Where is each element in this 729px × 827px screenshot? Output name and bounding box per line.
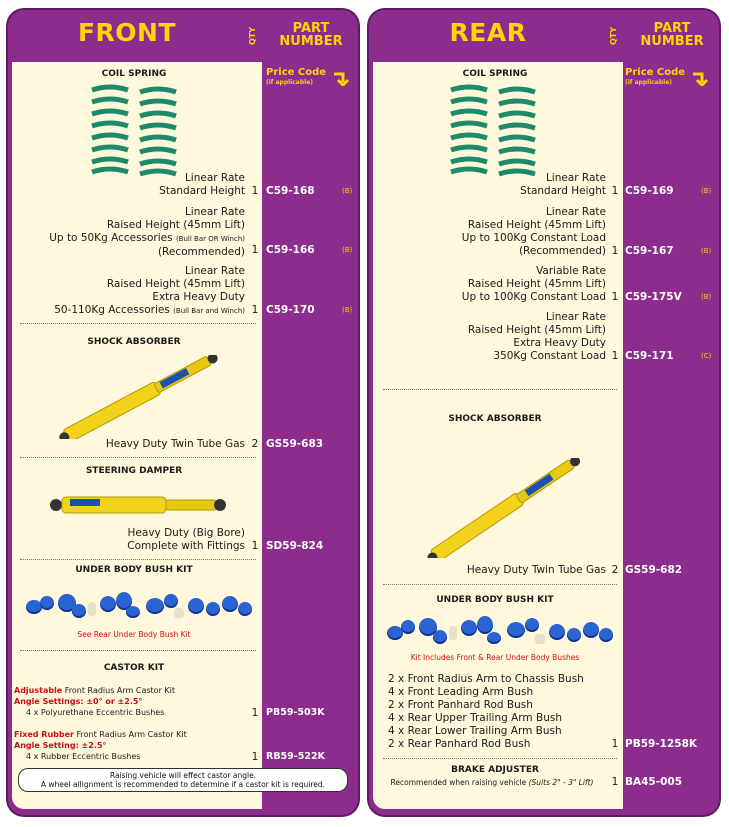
list-item: 4 x Front Leading Arm Bush <box>388 686 534 698</box>
coil-spring-item-2: Linear Rate Raised Height (45mm Lift) Up to 100Kg Constant Load (Recommended) <box>461 206 606 257</box>
shock-absorber-desc: Heavy Duty Twin Tube Gas <box>105 438 245 450</box>
list-item: 2 x Front Panhard Rod Bush <box>388 699 533 711</box>
coil-spring-item-3: Variable Rate Raised Height (45mm Lift) Up to 100Kg Constant Load <box>461 265 606 303</box>
coil-spring-item-3: Linear Rate Raised Height (45mm Lift) Extra Heavy Duty 50-110Kg Accessories (Bull Bar and Winch) <box>54 265 245 316</box>
part-number: PB59-1258K <box>625 738 698 750</box>
price-code: (B) <box>701 293 712 301</box>
brake-adjuster-heading: BRAKE ADJUSTER <box>451 765 539 775</box>
coil-spring-item-4: Linear Rate Raised Height (45mm Lift) Extra Heavy Duty 350Kg Constant Load <box>467 311 606 362</box>
shock-absorber-image <box>46 355 230 439</box>
divider <box>20 559 256 560</box>
bush-kit-heading: UNDER BODY BUSH KIT <box>436 595 554 605</box>
castor-kit-heading: CASTOR KIT <box>103 663 165 673</box>
divider <box>383 584 617 585</box>
list-item: 2 x Front Radius Arm to Chassis Bush <box>388 673 584 685</box>
arrow-down-right-icon <box>332 70 350 86</box>
coil-spring-image <box>447 82 543 178</box>
shock-absorber-image <box>409 458 599 558</box>
divider <box>20 323 256 324</box>
coil-spring-item-1: Linear Rate Standard Height <box>520 172 606 197</box>
price-code: (C) <box>701 352 712 360</box>
coil-spring-item-1: Linear Rate Standard Height <box>159 172 245 197</box>
steering-damper-image <box>48 491 228 519</box>
rear-header <box>369 10 719 62</box>
price-code: (B) <box>342 187 353 195</box>
coil-spring-heading: COIL SPRING <box>462 69 528 79</box>
list-item: 4 x Rear Upper Trailing Arm Bush <box>388 712 562 724</box>
qty-header: QTY <box>248 26 257 46</box>
price-code-label: Price Code (if applicable) <box>625 67 686 86</box>
castor-kit-fixed: Fixed Rubber Front Radius Arm Castor Kit Angle Setting: ±2.5° 4 x Rubber Eccentric Bushes <box>14 730 187 761</box>
list-item: 2 x Rear Panhard Rod Bush <box>388 738 531 750</box>
divider <box>20 650 256 651</box>
part-number: C59-167 <box>625 245 674 257</box>
part-number-header: PART NUMBER <box>279 21 343 49</box>
part-number: C59-166 <box>266 244 315 256</box>
bush-kit-heading: UNDER BODY BUSH KIT <box>75 565 193 575</box>
part-number: C59-175V <box>625 291 682 303</box>
part-number: C59-171 <box>625 350 674 362</box>
steering-damper-heading: STEERING DAMPER <box>85 466 183 476</box>
brake-adjuster-desc: Recommended when raising vehicle (Suits 2" - 3" Lift) <box>390 778 594 787</box>
castor-warning-box: Raising vehicle will effect castor angle. A wheel allignment is recommended to determine if a castor kit is required. <box>18 768 348 792</box>
bush-kit-image <box>26 592 256 626</box>
bush-kit-note: Kit Includes Front & Rear Under Body Bushes <box>410 653 580 662</box>
rear-title: REAR <box>449 18 527 47</box>
front-title: FRONT <box>77 18 177 47</box>
coil-spring-image <box>88 82 184 178</box>
qty-header: QTY <box>609 26 618 46</box>
part-number: C59-168 <box>266 185 315 197</box>
price-code: (B) <box>342 246 353 254</box>
part-number: BA45-005 <box>625 776 683 788</box>
bush-kit-contents <box>388 673 584 751</box>
part-number: GS59-683 <box>266 438 324 450</box>
coil-spring-item-2: Linear Rate Raised Height (45mm Lift) Up to 50Kg Accessories (Bull Bar OR Winch) (Recommended) <box>49 206 245 258</box>
bush-kit-image <box>387 616 617 652</box>
part-number-header: PART NUMBER <box>640 21 704 49</box>
part-number: GS59-682 <box>625 564 683 576</box>
castor-kit-adjustable: Adjustable Front Radius Arm Castor Kit Angle Settings: ±0° or ±2.5° 4 x Polyurethane Eccentric Bushes <box>14 686 176 717</box>
front-panel: FRONT QTY PART NUMBER Price Code (if applicable) COIL SPRING Linear Rate Standard Height 1 C59-168 (B) Linear Rate Raised Height (45mm Lift) Up to 50Kg Accessories (Bull Bar OR Winch) (Recommended) 1 C59-166 (B) Linear Rate Raised Height (45mm Lift) Extra Heavy Duty 50-110Kg Accessories (Bull Bar and Winch) 1 C59-170 (B) SHOCK ABSORBER Heavy Duty Twin Tube Gas 2 GS59-683 STEERING DAMPER Heavy Duty (Big Bore) Complete with Fittings 1 SD59-824 UNDER BODY BUSH KIT See Rear Under Body Bush Kit CASTOR KIT Adjustable Front Radius Arm Castor Kit Angle Settings: ±0° or ±2.5° 4 x Polyurethane Eccentric Bushes 1 PB59-503K Fixed Rubber Front Radius Arm Castor Kit Angle Setting: ±2.5° 4 x Rubber Eccentric Bushes 1 RB59-522K Raising vehicle will effect castor angle. A wheel allignment is recommended to determine if a castor kit is required. <box>8 10 358 815</box>
divider <box>20 457 256 458</box>
shock-absorber-heading: SHOCK ABSORBER <box>87 337 181 347</box>
divider <box>383 758 617 759</box>
shock-absorber-desc: Heavy Duty Twin Tube Gas <box>466 564 606 576</box>
part-number: C59-170 <box>266 304 315 316</box>
coil-spring-heading: COIL SPRING <box>101 69 167 79</box>
part-number: C59-169 <box>625 185 674 197</box>
front-header <box>8 10 358 62</box>
part-number: RB59-522K <box>266 751 325 762</box>
arrow-down-right-icon <box>691 70 709 86</box>
part-number: SD59-824 <box>266 540 324 552</box>
list-item: 4 x Rear Lower Trailing Arm Bush <box>388 725 562 737</box>
price-code-label: Price Code (if applicable) <box>266 67 327 86</box>
part-number: PB59-503K <box>266 707 325 718</box>
divider <box>383 389 617 390</box>
price-code: (B) <box>701 187 712 195</box>
price-code: (B) <box>342 306 353 314</box>
price-code: (B) <box>701 247 712 255</box>
shock-absorber-heading: SHOCK ABSORBER <box>448 414 542 424</box>
steering-damper-desc: Heavy Duty (Big Bore) Complete with Fittings <box>127 527 245 552</box>
rear-panel: REAR QTY PART NUMBER Price Code (if applicable) COIL SPRING Linear Rate Standard Height 1 C59-169 (B) Linear Rate Raised Height (45mm Lift) Up to 100Kg Constant Load (Recommended) 1 C59-167 (B) Variable Rate Raised Height (45mm Lift) Up to 100Kg Constant Load 1 C59-175V (B) Linear Rate Raised Height (45mm Lift) Extra Heavy Duty 350Kg Constant Load 1 C59-171 (C) SHOCK ABSORBER Heavy Duty Twin Tube Gas 2 GS59-682 UNDER BODY BUSH KIT Kit Includes Front & Rear Under Body Bushes 2 x Front Radius Arm to Chassis Bush 4 x Front Leading Arm Bush 2 x Front Panhard Rod Bush 4 x Rear Upper Trailing Arm Bush 4 x Rear Lower Trailing Arm Bush 2 x Rear Panhard Rod Bush 1 PB59-1258K BRAKE ADJUSTER Recommended when raising vehicle (Suits 2" - 3" Lift) 1 BA45-005 <box>369 10 719 815</box>
bush-kit-note: See Rear Under Body Bush Kit <box>77 630 191 639</box>
